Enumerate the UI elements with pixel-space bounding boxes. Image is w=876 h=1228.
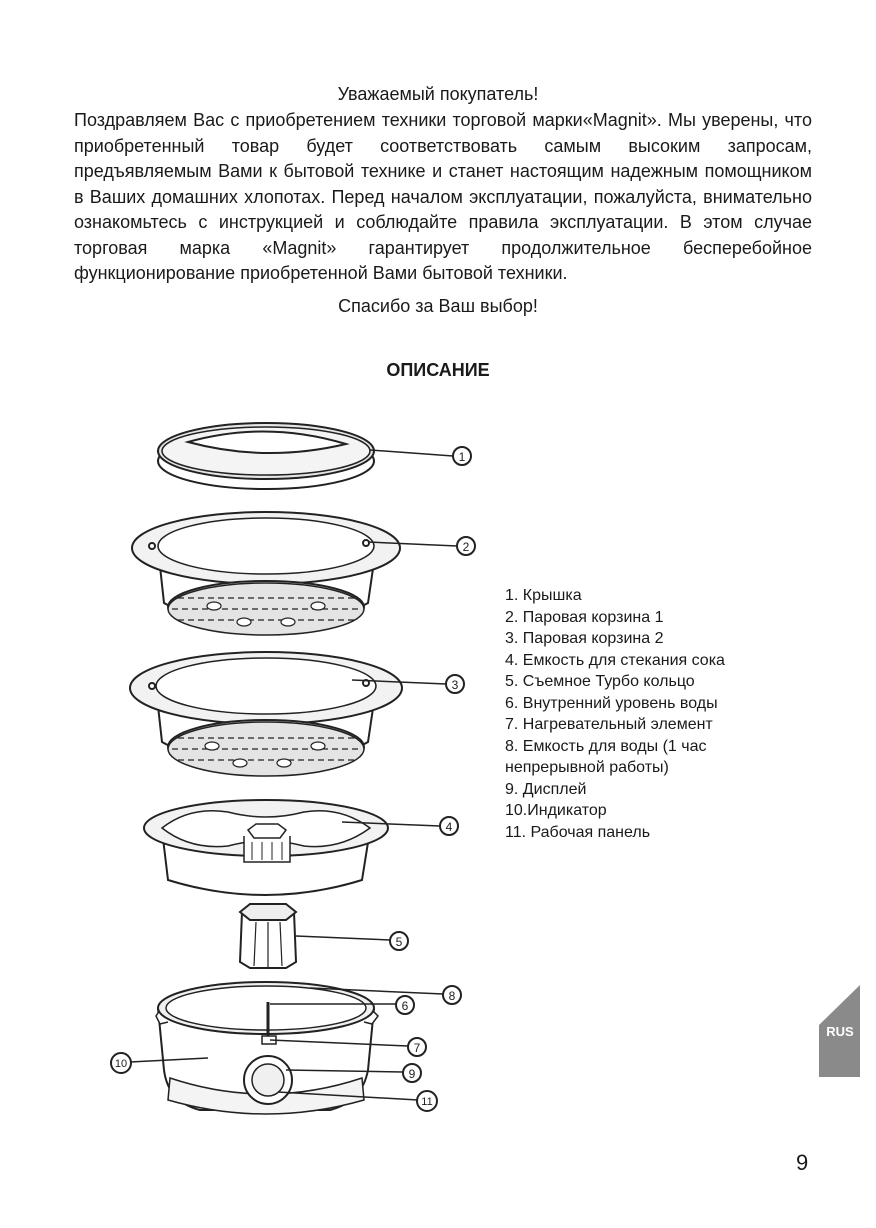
callout-4 xyxy=(440,817,458,835)
parts-list-item: 9. Дисплей xyxy=(505,780,587,798)
lid-drawing xyxy=(158,423,374,489)
callout-label: 3 xyxy=(451,678,459,692)
callout-7 xyxy=(408,1038,426,1056)
callout-label: 4 xyxy=(445,820,453,834)
parts-list-item: 1. Крышка xyxy=(505,587,582,604)
callout-1 xyxy=(453,447,471,465)
callout-10 xyxy=(111,1053,131,1073)
steam-basket-1-drawing xyxy=(132,512,400,635)
callout-label: 6 xyxy=(401,999,409,1013)
parts-list-item: 8. Емкость для воды (1 час непрерывной работы) xyxy=(505,737,707,776)
parts-list-item: 11. Рабочая панель xyxy=(505,823,651,841)
turbo-ring-drawing xyxy=(240,904,296,968)
callout-label: 1 xyxy=(458,450,466,464)
callout-3 xyxy=(446,675,464,693)
callout-5 xyxy=(390,932,408,950)
parts-list xyxy=(505,585,775,843)
callout-label: 2 xyxy=(462,540,470,554)
steamer-exploded-diagram xyxy=(100,410,480,1120)
section-heading: ОПИСАНИЕ xyxy=(386,360,490,380)
callout-label: 10 xyxy=(114,1058,128,1070)
callout-label: 8 xyxy=(448,989,456,1003)
callout-label: 9 xyxy=(408,1067,416,1081)
parts-list-item: 7. Нагревательный элемент xyxy=(505,716,713,733)
callout-label: 7 xyxy=(413,1041,421,1055)
page-number: 9 xyxy=(796,1150,809,1175)
language-tab-label: RUS xyxy=(826,1024,854,1039)
callout-11 xyxy=(417,1091,437,1111)
intro-paragraph: Поздравляем Вас с приобретением техники торговой марки«Magnit». Мы уверены, что приобретенный товар будет соответствовать самым высоким запросам, предъявляемым Вами к бытовой технике и станет настоящим надежным помощником в Ваших домашних хлопотах. Перед началом эксплуатации, пожалуйста, внимательно ознакомьтесь с инструкцией и соблюдайте правила эксплуатации. В этом случае торговая марка «Magnit» гарантирует продолжительное бесперебойное функционирование приобретенной Вами бытовой техники. xyxy=(74,110,812,283)
steam-basket-2-drawing xyxy=(130,652,402,776)
parts-list-item: 10.Индикатор xyxy=(505,802,607,819)
callout-9 xyxy=(403,1064,421,1082)
juice-tray-drawing xyxy=(144,800,388,895)
callout-6 xyxy=(396,996,414,1014)
callout-8 xyxy=(443,986,461,1004)
parts-list-item: 3. Паровая корзина 2 xyxy=(505,630,664,647)
thanks-line: Спасибо за Ваш выбор! xyxy=(338,296,538,316)
callout-label: 5 xyxy=(395,935,403,949)
parts-list-item: 6. Внутренний уровень воды xyxy=(505,694,718,712)
parts-list-item: 5. Съемное Турбо кольцо xyxy=(505,673,695,690)
parts-list-item: 2. Паровая корзина 1 xyxy=(505,608,664,626)
greeting: Уважаемый покупатель! xyxy=(337,84,539,104)
parts-list-item: 4. Емкость для стекания сока xyxy=(505,651,725,669)
base-drawing xyxy=(156,982,378,1114)
callout-2 xyxy=(457,537,475,555)
callout-label: 11 xyxy=(421,1096,433,1108)
